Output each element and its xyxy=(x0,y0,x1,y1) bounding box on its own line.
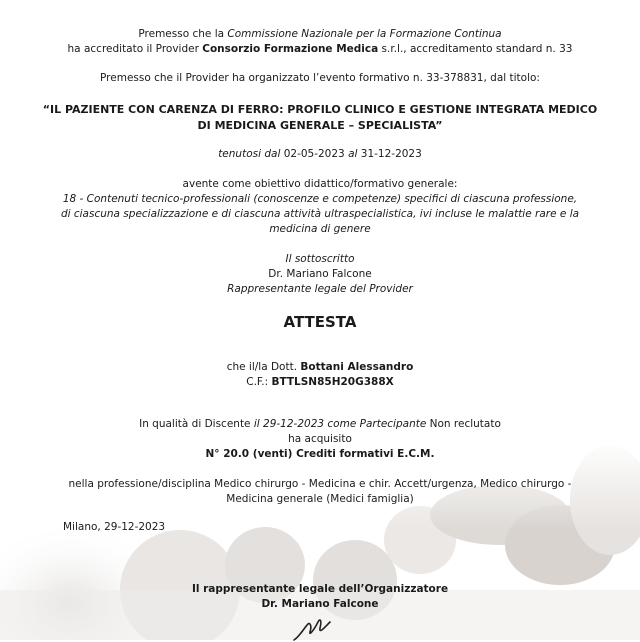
undersigned-label: Il sottoscritto xyxy=(285,253,355,265)
event-title xyxy=(0,102,640,134)
objective-text: 18 - Contenuti tecnico-professionali (conoscenze e competenze) specifici di ciascuna professione, di ciascuna specializzazione e di ciascuna attività ultraspecialistica, ivi incluse le malattie rare e la medicina di genere xyxy=(60,193,580,235)
objective-text-block xyxy=(58,192,582,237)
objective-intro: avente come obiettivo didattico/formativo generale: xyxy=(182,178,458,190)
attesta-text: ATTESTA xyxy=(283,313,357,331)
fiscal-code-value: BTTLSN85H20G388X xyxy=(271,376,394,388)
profession-line-1: nella professione/disciplina Medico chirurgo - Medicina e chir. Accett/urgenza, Medico chirurgo - xyxy=(68,478,572,490)
undersigned-section xyxy=(0,252,640,297)
dates-middle: al xyxy=(344,148,361,160)
footer-name: Dr. Mariano Falcone xyxy=(261,598,379,610)
handwritten-signature xyxy=(290,616,350,642)
commission-accreditation-statement xyxy=(0,27,640,57)
participant-section xyxy=(0,360,640,390)
credits-section xyxy=(0,417,640,462)
date-to: 31-12-2023 xyxy=(360,148,422,160)
fiscal-code-label: C.F.: xyxy=(246,376,272,388)
participant-name: Bottani Alessandro xyxy=(300,361,414,373)
participant-prefix: che il/la Dott. xyxy=(226,361,301,373)
date-from: 02-05-2023 xyxy=(283,148,345,160)
undersigned-role: Rappresentante legale del Provider xyxy=(227,283,413,295)
provider-name: Consorzio Formazione Medica xyxy=(202,43,379,55)
event-title-line-1: “IL PAZIENTE CON CARENZA DI FERRO: PROFILO CLINICO E GESTIONE INTEGRATA MEDICO xyxy=(42,103,598,116)
dates-prefix: tenutosi dal xyxy=(218,148,284,160)
event-statement xyxy=(0,71,640,86)
undersigned-name: Dr. Mariano Falcone xyxy=(268,268,372,280)
place-and-date: Milano, 29-12-2023 xyxy=(63,521,166,533)
objective-section xyxy=(0,177,640,192)
statement-prefix: Premesso che la xyxy=(138,28,228,40)
attesta-heading xyxy=(0,312,640,332)
footer-role: Il rappresentante legale dell’Organizzatore xyxy=(191,583,449,595)
event-title-line-2: DI MEDICINA GENERALE – SPECIALISTA” xyxy=(197,119,443,132)
profession-line-2: Medicina generale (Medici famiglia) xyxy=(226,493,414,505)
accreditation-prefix: ha accreditato il Provider xyxy=(67,43,203,55)
event-dates xyxy=(0,147,640,162)
footer-signatory xyxy=(0,582,640,612)
acquired-label: ha acquisito xyxy=(288,433,352,445)
quality-suffix: Non reclutato xyxy=(426,418,501,430)
credits-amount: N° 20.0 (venti) Crediti formativi E.C.M. xyxy=(205,448,435,460)
quality-prefix: In qualità di Discente xyxy=(139,418,254,430)
accreditation-suffix: s.r.l., accreditamento standard n. 33 xyxy=(378,43,573,55)
profession-section xyxy=(0,477,640,507)
commission-name: Commissione Nazionale per la Formazione Continua xyxy=(227,28,502,40)
quality-role: il 29-12-2023 come Partecipante xyxy=(253,418,427,430)
event-statement-text: Premesso che il Provider ha organizzato l’evento formativo n. 33-378831, dal titolo: xyxy=(100,72,540,84)
